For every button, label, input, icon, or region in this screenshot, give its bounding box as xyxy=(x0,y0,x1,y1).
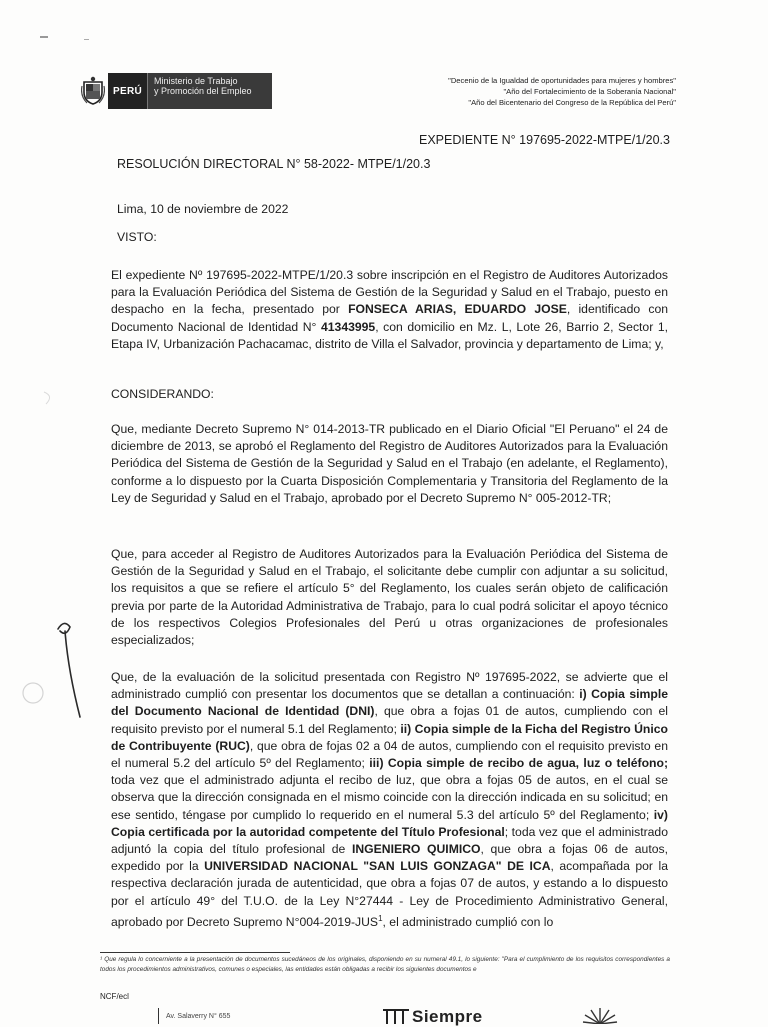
visto-heading: VISTO: xyxy=(117,230,157,244)
applicant-name: FONSECA ARIAS, EDUARDO JOSE xyxy=(348,302,567,317)
university: UNIVERSIDAD NACIONAL "SAN LUIS GONZAGA" DE ICA xyxy=(204,859,551,874)
text-span: toda vez que el administrado adjunta el recibo de luz, que obra a fojas 05 de autos, en el cual se observa que la dirección consignada en el mismo coincide con la dirección indicada en su solicitud; en ese sentido, téngase por cumplido lo requerido en el numeral 5.3 del artículo 5º del Reglamento; xyxy=(111,773,668,822)
text-span: Que, de la evaluación de la solicitud presentada con Registro Nº 197695-2022, se advierte que el administrado cumplió con presentar los documentos que se detallan a continuación: xyxy=(111,670,668,702)
text-span: , el administrado cumplió con lo xyxy=(382,914,554,929)
text-span: El expediente Nº 197695-2022-MTPE/1/20.3 sobre inscripción en el Registro de Auditores Autorizados para la Evaluación Periódica del Sistema de Gestión de la Seguridad y Salud en el Trabajo, puesto en despacho en la fecha, presentado por xyxy=(111,268,668,317)
text-span: , que obra a fojas 01 de autos, cumpliendo con el requisito previsto por el numeral 5.1 del Reglamento; xyxy=(111,704,668,736)
profession: INGENIERO QUIMICO xyxy=(351,842,481,857)
handwritten-mark xyxy=(48,615,88,725)
motto-line: "Año del Bicentenario del Congreso de la República del Perú" xyxy=(468,98,676,107)
punch-hole-icon xyxy=(40,388,60,408)
paragraph-decreto: Que, mediante Decreto Supremo N° 014-2013-TR publicado en el Diario Oficial "El Peruano" el 24 de diciembre de 2013, se aprobó el Reglamento del Registro de Auditores Autorizados para la Evaluación Periódica del Sistema de Gestión de la Seguridad y Salud en el Trabajo (en adelante, el Reglamento), conforme a lo dispuesto por la Cuarta Disposición Complementaria y Transitoria del Reglamento de la Ley de Seguridad y Salud en el Trabajo, aprobado por el Decreto Supremo N° 005-2012-TR; xyxy=(111,422,668,505)
ministry-logo xyxy=(78,73,272,109)
footer-slogan: Siempre xyxy=(412,1007,483,1026)
paragraph-evaluacion xyxy=(111,669,668,931)
text-span: , que obra a fojas 06 de autos, expedido por la xyxy=(111,842,668,874)
text-span: , acompañada por la respectiva declaración jurada de autenticidad, que obra a fojas 07 de autos, y estando a lo dispuesto por el artículo 49° del T.U.O. de la Ley N°27444 - Ley de Procedimiento Administrativo General, aprobado por Decreto Supremo N°004-2019-JUS xyxy=(111,859,668,929)
text-span: , identificado con Documento Nacional de Identidad N° xyxy=(111,302,669,334)
text-span: , que obra de fojas 02 a 04 de autos, cumpliendo con el requisito previsto en el numeral 5.2 del artículo 5º del Reglamento; xyxy=(111,738,668,771)
footnote-rule xyxy=(100,952,290,953)
motto-line: "Decenio de la Igualdad de oportunidades para mujeres y hombres" xyxy=(448,76,676,85)
footer-logo-icon xyxy=(382,1007,410,1024)
expediente-number: EXPEDIENTE N° 197695-2022-MTPE/1/20.3 xyxy=(419,133,670,147)
requirement-4: iv) Copia certificada por la autoridad competente del Título Profesional xyxy=(111,807,668,839)
ministry-name xyxy=(147,73,272,109)
punch-hole-icon xyxy=(20,680,46,706)
considerando-heading: CONSIDERANDO: xyxy=(111,387,214,401)
initials: NCF/ecl xyxy=(100,992,129,1001)
footnote-marker: 1 xyxy=(378,913,383,923)
sunburst-icon xyxy=(580,1004,620,1024)
paragraph-requisitos: Que, para acceder al Registro de Auditores Autorizados para la Evaluación Periódica del Sistema de Gestión de la Seguridad y Salud en el Trabajo, el solicitante debe cumplir con adjuntar a su solicitud, los requisitos a que se refiere el artículo 5° del Reglamento, los cuales serán objeto de calificación previa por parte de la Autoridad Administrativa de Trabajo, para lo cual podrá solicitar el apoyo técnico de los respectivos Colegios Profesionales del Perú u otras organizaciones de profesionales especializados; xyxy=(111,547,668,648)
scan-speck xyxy=(84,39,89,40)
ministry-line-2: y Promoción del Empleo xyxy=(153,86,252,96)
country-label: PERÚ xyxy=(108,73,147,109)
text-span: , con domicilio en Mz. L, Lote 26, Barrio 2, Sector 1, Etapa IV, Urbanización Pachacamac, distrito de Villa el Salvador, provincia y departamento de Lima; y, xyxy=(111,319,668,351)
footer-address: Av. Salaverry N° 655 xyxy=(166,1013,231,1020)
place-date: Lima, 10 de noviembre de 2022 xyxy=(117,202,289,216)
resolution-title: RESOLUCIÓN DIRECTORAL N° 58-2022- MTPE/1/20.3 xyxy=(117,157,431,171)
requirement-1: i) Copia simple del Documento Nacional de Identidad (DNI) xyxy=(111,687,668,719)
paragraph-visto xyxy=(111,267,668,353)
scan-speck xyxy=(40,36,48,38)
motto-line: "Año del Fortalecimiento de la Soberanía Nacional" xyxy=(503,87,676,96)
requirement-3: iii) Copia simple de recibo de agua, luz o teléfono; xyxy=(369,756,669,771)
header-mottos xyxy=(336,75,676,108)
footer-divider xyxy=(158,1008,159,1024)
ministry-line-1: Ministerio de Trabajo xyxy=(153,76,238,86)
dni-number: 41343995 xyxy=(320,319,376,334)
text-span: ; toda vez que el administrado adjuntó la copia del título profesional de xyxy=(111,824,668,857)
requirement-2: ii) Copia simple de la Ficha del Registro Único de Contribuyente (RUC) xyxy=(111,721,668,753)
footnote: ¹ Que regula lo concerniente a la presentación de documentos sucedáneos de los originales, disponiendo en su numeral 49.1, lo siguiente: "Para el cumplimiento de los requisitos correspondientes a todos los procedimientos administrativos, comunes o especiales, las entidades están obligadas a recibir los siguientes documentos e xyxy=(100,956,670,973)
coat-of-arms-icon xyxy=(78,73,108,109)
